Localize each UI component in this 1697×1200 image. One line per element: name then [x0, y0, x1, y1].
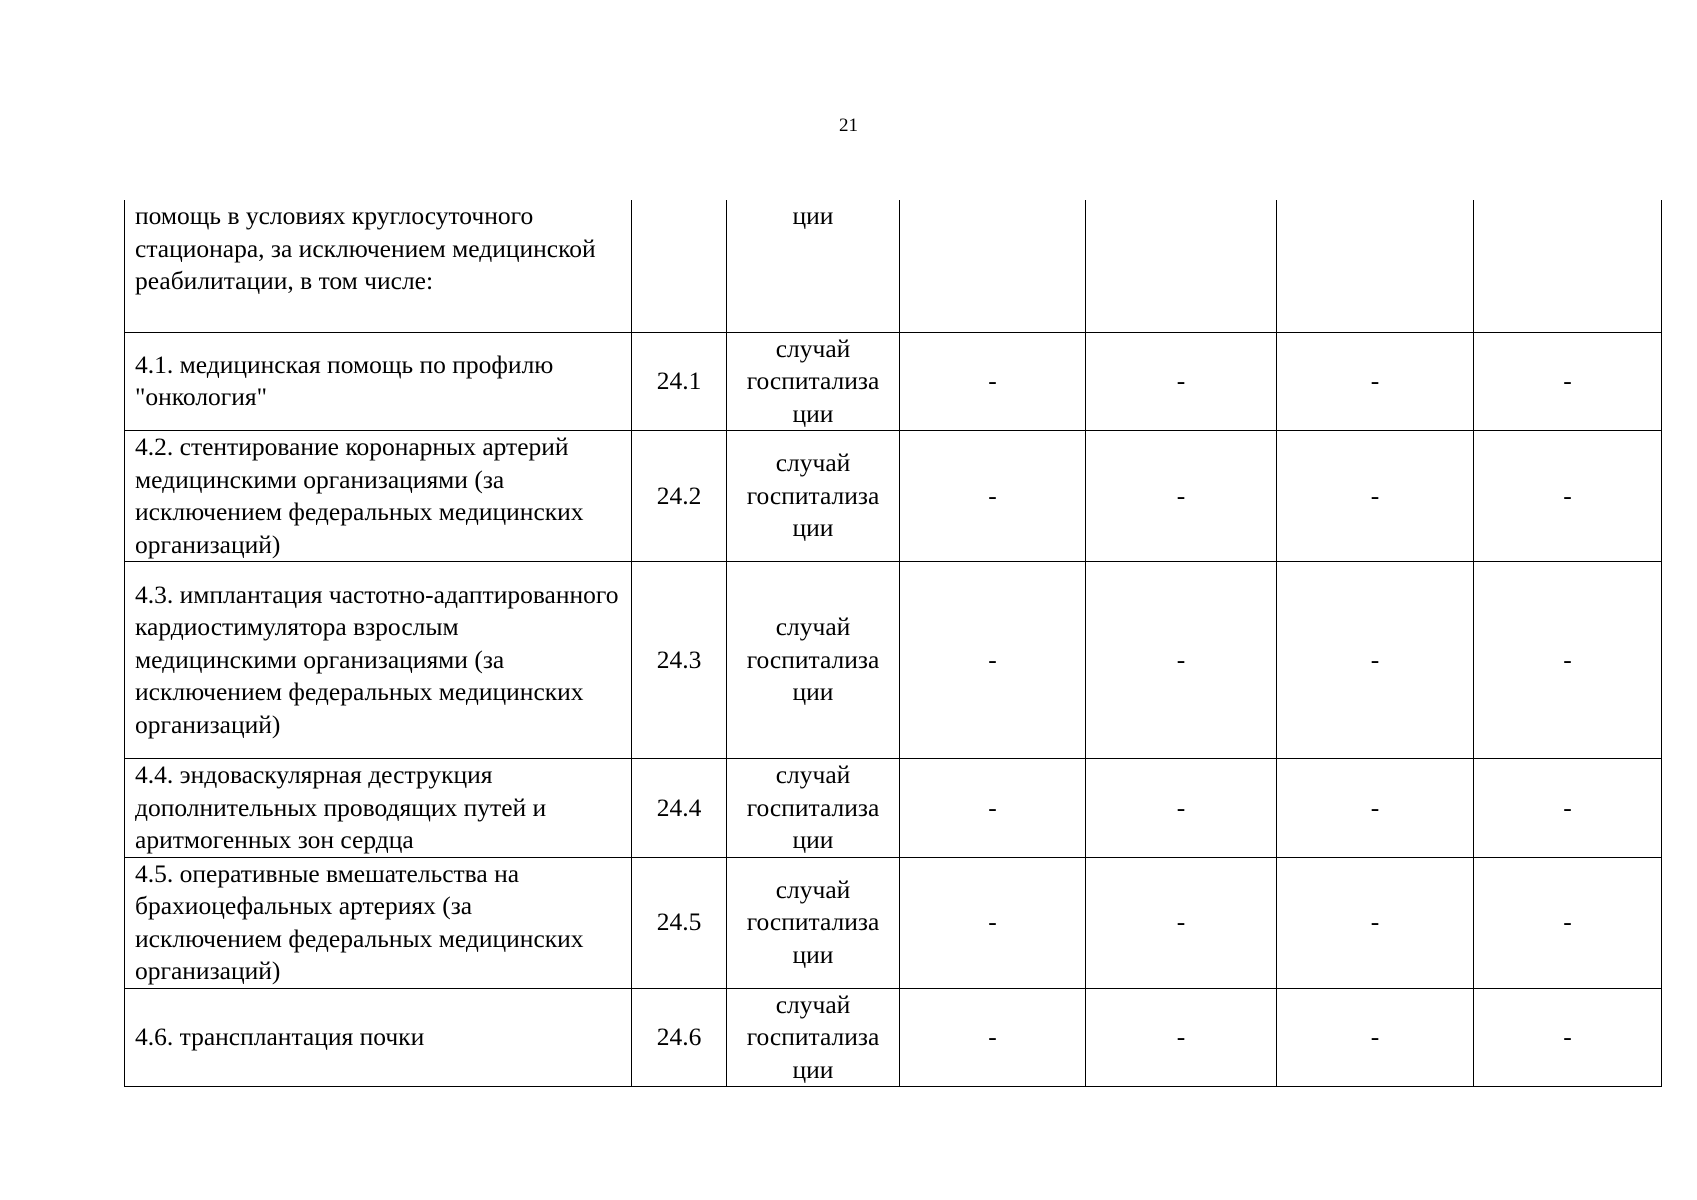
- row-name-cell: 4.2. стентирование коронарных артерий медицинскими организациями (за исключением федеральных медицинских организаций): [125, 431, 632, 562]
- row-unit-cell: случай госпитализа ции: [727, 431, 900, 562]
- table-row-continued: [125, 200, 1662, 332]
- row-value-cell: [1474, 200, 1662, 332]
- row-unit-cell: случай госпитализа ции: [727, 988, 900, 1087]
- row-code-cell: 24.1: [632, 332, 727, 431]
- row-value-cell: [1086, 200, 1277, 332]
- row-value-cell: -: [1474, 988, 1662, 1087]
- row-value-cell: -: [1277, 857, 1474, 988]
- row-value-cell: -: [900, 759, 1086, 858]
- table-row: [125, 759, 1662, 858]
- row-value-cell: [900, 200, 1086, 332]
- page-number: 21: [839, 115, 858, 136]
- row-value-cell: [1277, 200, 1474, 332]
- row-code-cell: [632, 200, 727, 332]
- data-table: [124, 200, 1662, 1087]
- row-value-cell: -: [900, 332, 1086, 431]
- row-unit-cell: случай госпитализа ции: [727, 857, 900, 988]
- row-value-cell: -: [1277, 431, 1474, 562]
- table-row: [125, 988, 1662, 1087]
- row-value-cell: -: [1277, 988, 1474, 1087]
- table-row: [125, 562, 1662, 759]
- row-value-cell: -: [1086, 332, 1277, 431]
- row-name-cell: 4.6. трансплантация почки: [125, 988, 632, 1087]
- table-row: [125, 431, 1662, 562]
- row-code-cell: 24.6: [632, 988, 727, 1087]
- row-value-cell: -: [1086, 562, 1277, 759]
- row-unit-cell: случай госпитализа ции: [727, 332, 900, 431]
- row-name-cell: 4.4. эндоваскулярная деструкция дополнительных проводящих путей и аритмогенных зон сердца: [125, 759, 632, 858]
- row-value-cell: -: [1277, 562, 1474, 759]
- row-unit-cell: ции: [727, 200, 900, 332]
- row-value-cell: -: [1086, 759, 1277, 858]
- row-value-cell: -: [1474, 431, 1662, 562]
- row-name-cell: помощь в условиях круглосуточного стационара, за исключением медицинской реабилитации, в том числе:: [125, 200, 632, 332]
- row-value-cell: -: [900, 988, 1086, 1087]
- row-value-cell: -: [900, 562, 1086, 759]
- row-value-cell: -: [900, 857, 1086, 988]
- row-code-cell: 24.5: [632, 857, 727, 988]
- row-unit-cell: случай госпитализа ции: [727, 562, 900, 759]
- row-unit-cell: случай госпитализа ции: [727, 759, 900, 858]
- row-value-cell: -: [1474, 857, 1662, 988]
- row-value-cell: -: [900, 431, 1086, 562]
- table-row: [125, 332, 1662, 431]
- row-value-cell: -: [1086, 988, 1277, 1087]
- row-value-cell: -: [1474, 332, 1662, 431]
- table-row: [125, 857, 1662, 988]
- row-value-cell: -: [1086, 431, 1277, 562]
- row-value-cell: -: [1086, 857, 1277, 988]
- row-value-cell: -: [1277, 332, 1474, 431]
- row-code-cell: 24.3: [632, 562, 727, 759]
- row-name-cell: 4.1. медицинская помощь по профилю "онкология": [125, 332, 632, 431]
- row-name-cell: 4.5. оперативные вмешательства на брахиоцефальных артериях (за исключением федеральных медицинских организаций): [125, 857, 632, 988]
- row-code-cell: 24.2: [632, 431, 727, 562]
- row-name-cell: 4.3. имплантация частотно-адаптированного кардиостимулятора взрослым медицинскими организациями (за исключением федеральных медицинских организаций): [125, 562, 632, 759]
- row-value-cell: -: [1474, 562, 1662, 759]
- row-code-cell: 24.4: [632, 759, 727, 858]
- row-value-cell: -: [1474, 759, 1662, 858]
- row-value-cell: -: [1277, 759, 1474, 858]
